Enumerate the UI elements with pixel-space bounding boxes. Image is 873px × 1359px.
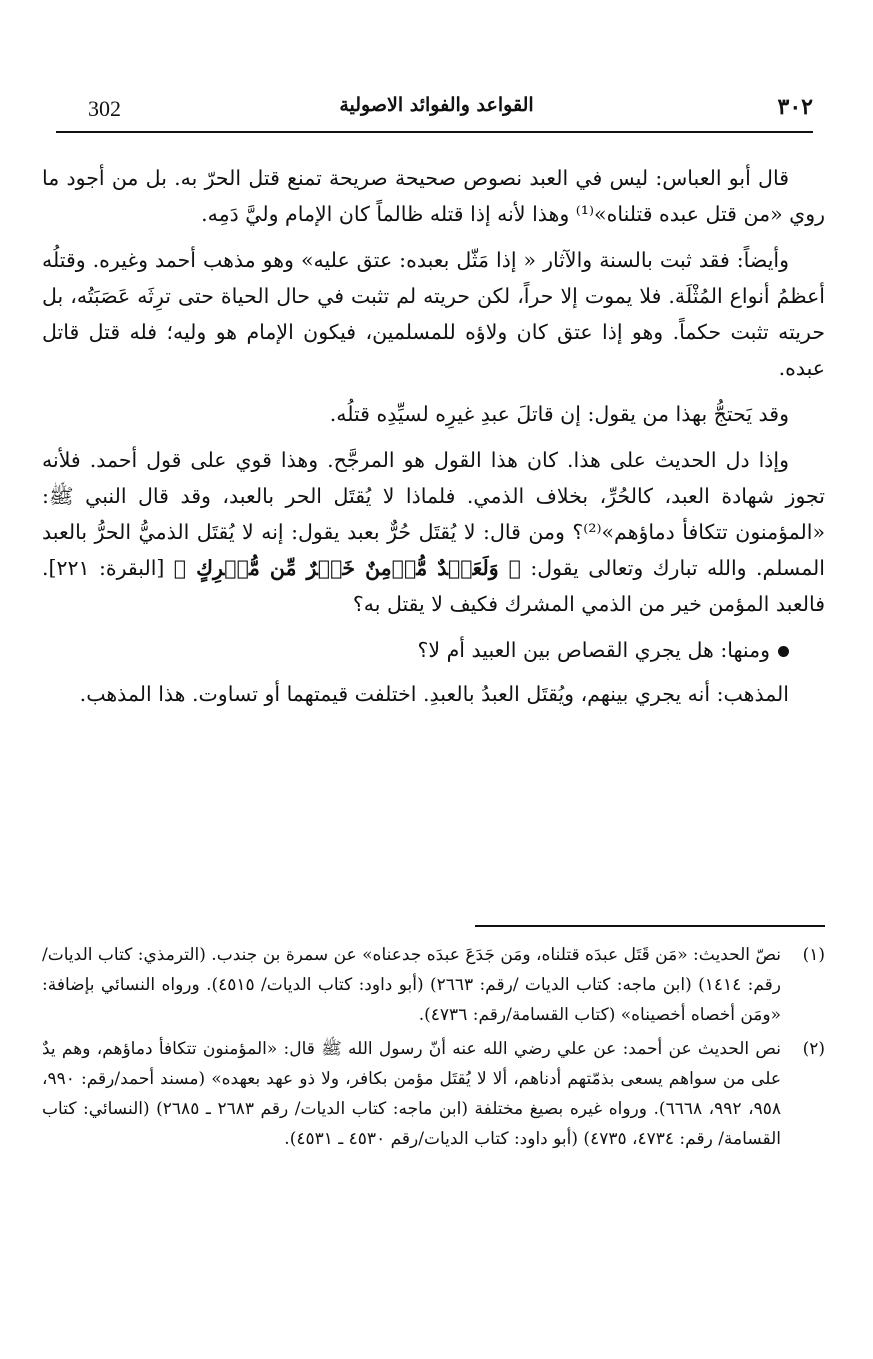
page-header [60, 86, 813, 126]
running-title: القواعد والفوائد الاصولية [339, 94, 534, 116]
main-text [42, 160, 825, 722]
footnote-text: نصّ الحديث: «مَن قَتَل عبدَه قتلناه، ومَن جَدَعَ عبدَه جدعناه» عن سمرة بن جندب. (الترمذي: كتاب الديات/رقم: ١٤١٤) (ابن ماجه: كتاب الديات /رقم: ٢٦٦٣) (أبو داود: كتاب الديات/ ٤٥١٥). ورواه النسائي بإضافة: «ومَن أخصاه أخصيناه» (كتاب القسامة/رقم: ٤٧٣٦). [42, 945, 782, 1025]
footnotes [42, 940, 825, 1158]
footnote-mark: (٢) [802, 1039, 825, 1059]
footnote [42, 1034, 825, 1154]
header-rule [56, 131, 813, 133]
bullet-icon [778, 646, 789, 657]
page-number-arabic: ٣٠٢ [777, 94, 813, 120]
bullet-question-text: ومنها: هل يجري القصاص بين العبيد أم لا؟ [417, 638, 770, 662]
footnote-mark: (١) [802, 945, 825, 965]
page-number-latin: 302 [88, 96, 121, 121]
quran-verse: ﴿ وَلَعَبۡدٌ مُّؤۡمِنٌ خَيۡرٌ مِّن مُّشۡرِكٍ ﴾ [173, 556, 521, 580]
quran-reference: [البقرة: ٢٢١]. فالعبد المؤمن خير من الذمي المشرك فكيف لا يقتل به؟ [42, 556, 825, 616]
footnote-text: نص الحديث عن أحمد: عن علي رضي الله عنه أنّ رسول الله ﷺ قال: «المؤمنون تتكافأ دماؤهم، وهم يدٌ على من سواهم يسعى بذمّتهم أدناهم، ألا لا يُقتَل مؤمن بكافر، ولا ذو عهد بعهده» (مسند أحمد/رقم: ٩٩٠، ٩٥٨، ٩٩٢، ٦٦٦٨). ورواه غيره بصيغ مختلفة (ابن ماجه: كتاب الديات/ رقم ٢٦٨٣ ـ ٢٦٨٥) (النسائي: كتاب القسامة/ رقم: ٤٧٣٤، ٤٧٣٥) (أبو داود: كتاب الديات/رقم ٤٥٣٠ ـ ٤٥٣١). [42, 1039, 781, 1149]
paragraph-hadith-evidence [42, 442, 825, 622]
paragraph-argument: وقد يَحتجُّ بهذا من يقول: إن قاتلَ عبدِ غيرِه لسيِّدِه قتلُه. [329, 402, 789, 426]
bullet-question [42, 632, 825, 668]
paragraph-madhhab: المذهب: أنه يجري بينهم، ويُقتَل العبدُ بالعبدِ. اختلفت قيمتهما أو تساوت. هذا المذهب. [79, 682, 789, 706]
paragraph-abu-abbas: قال أبو العباس: ليس في العبد نصوص صحيحة صريحة تمنع قتل الحرّ به. بل من أجود ما روي «من قتل عبده قتلناه»⁽¹⁾ وهذا لأنه إذا قتله ظالماً كان الإمام وليَّ دَمِه. [42, 166, 825, 226]
footnote-rule [475, 925, 825, 927]
paragraph-mutilation: وأيضاً: فقد ثبت بالسنة والآثار « إذا مَثّل بعبده: عتق عليه» وهو مذهب أحمد وغيره. وقتلُه أعظمُ أنواع المُثْلَة. فلا يموت إلا حراً، لكن حريته لم تثبت في حال الحياة حتى ترِثَه عَصَبَتُه، بل حريته تثبت حكماً. وهو إذا عتق كان ولاؤه للمسلمين، فيكون الإمام هو وليه؛ فله قتل قاتل عبده. [42, 248, 825, 380]
paragraph-text: وإذا دل الحديث على هذا. كان هذا القول هو المرجَّح. وهذا قوي على قول أحمد. فلأنه تجوز شهادة العبد، كالحُرِّ، بخلاف الذمي. فلماذا لا يُقتَل الحر بالعبد، وقد قال النبي ﷺ: «المؤمنون تتكافأ دماؤهم»⁽²⁾؟ ومن قال: لا يُقتَل حُرٌّ بعبد يقول: إنه لا يُقتَل الذميُّ الحرُّ بالعبد المسلم. والله تبارك وتعالى يقول: [42, 448, 825, 580]
footnote [42, 940, 825, 1030]
